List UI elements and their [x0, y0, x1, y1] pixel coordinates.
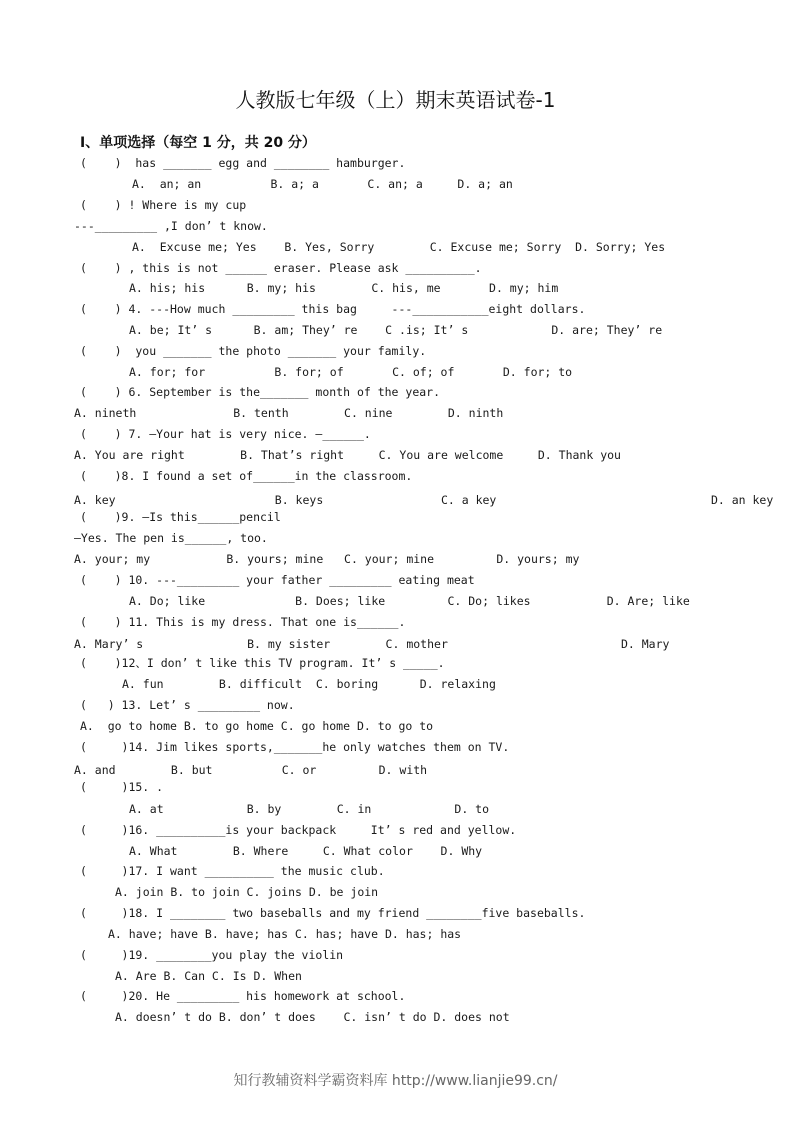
question-2-options: A. Excuse me; Yes B. Yes, Sorry C. Excuse me; Sorry D. Sorry; Yes	[132, 240, 666, 254]
question-3: ( ) , this is not ______ eraser. Please ask __________.	[80, 261, 482, 275]
question-4-options: A. be; It’ s B. am; They’ re C .is; It’ s D. are; They’ re	[129, 323, 663, 337]
question-15: ( )15. .	[80, 780, 164, 794]
question-16-options: A. What B. Where C. What color D. Why	[129, 844, 483, 858]
question-2-reply: ---_________ ,I don’ t know.	[74, 219, 268, 233]
question-13-options: A. go to home B. to go home C. go home D. to go to	[80, 719, 434, 733]
question-18-options: A. have; have B. have; has C. has; have D. has; has	[108, 927, 462, 941]
question-6-options: A. nineth B. tenth C. nine D. ninth	[74, 406, 504, 420]
question-8: ( )8. I found a set of______in the classroom.	[80, 469, 413, 483]
question-9: ( )9. —Is this______pencil	[80, 510, 281, 524]
question-7-options: A. You are right B. That’s right C. You are welcome D. Thank you	[74, 448, 621, 462]
question-20: ( )20. He _________ his homework at school.	[80, 989, 406, 1003]
question-11: ( ) 11. This is my dress. That one is______.	[80, 615, 406, 629]
question-12-options: A. fun B. difficult C. boring D. relaxing	[122, 677, 496, 691]
question-3-options: A. his; his B. my; his C. his, me D. my; him	[129, 281, 559, 295]
question-2: ( ) ! Where is my cup	[80, 198, 247, 212]
section-heading: I、单项选择（每空 1 分，共 20 分）	[80, 135, 316, 151]
question-12: ( )12、I don’ t like this TV program. It’ s _____.	[80, 656, 445, 670]
question-19-options: A. Are B. Can C. Is D. When	[115, 969, 302, 983]
question-1-options: A. an; an B. a; a C. an; a D. a; an	[132, 177, 513, 191]
question-4: ( ) 4. ---How much _________ this bag ---___________eight dollars.	[80, 302, 586, 316]
footer-watermark: 知行教辅资料学霸资料库 http://www.lianjie99.cn/	[233, 1073, 558, 1089]
question-5: ( ) you _______ the photo _______ your family.	[80, 344, 427, 358]
question-14: ( )14. Jim likes sports,_______he only watches them on TV.	[80, 740, 510, 754]
question-9-reply: —Yes. The pen is______, too.	[74, 531, 268, 545]
question-8-options: A. key B. keys C. a key D. an key	[74, 493, 774, 507]
question-7: ( ) 7. —Your hat is very nice. —______.	[80, 427, 371, 441]
question-10-options: A. Do; like B. Does; like C. Do; likes D. Are; like	[129, 594, 690, 608]
question-13: ( ) 13. Let’ s _________ now.	[80, 698, 295, 712]
question-14-options: A. and B. but C. or D. with	[74, 763, 428, 777]
question-11-options: A. Mary’ s B. my sister C. mother D. Mary	[74, 637, 670, 651]
question-20-options: A. doesn’ t do B. don’ t does C. isn’ t do D. does not	[115, 1010, 510, 1024]
question-17: ( )17. I want __________ the music club.	[80, 864, 385, 878]
question-18: ( )18. I ________ two baseballs and my friend ________five baseballs.	[80, 906, 586, 920]
question-16: ( )16. __________is your backpack It’ s red and yellow.	[80, 823, 517, 837]
question-19: ( )19. ________you play the violin	[80, 948, 344, 962]
question-15-options: A. at B. by C. in D. to	[129, 802, 490, 816]
question-5-options: A. for; for B. for; of C. of; of D. for; to	[129, 365, 573, 379]
question-6: ( ) 6. September is the_______ month of the year.	[80, 385, 441, 399]
question-9-options: A. your; my B. yours; mine C. your; mine D. yours; my	[74, 552, 580, 566]
question-10: ( ) 10. ---_________ your father _________ eating meat	[80, 573, 475, 587]
question-17-options: A. join B. to join C. joins D. be join	[115, 885, 379, 899]
question-1: ( ) has _______ egg and ________ hamburger.	[80, 156, 406, 170]
page-title: 人教版七年级（上）期末英语试卷-1	[235, 88, 556, 112]
